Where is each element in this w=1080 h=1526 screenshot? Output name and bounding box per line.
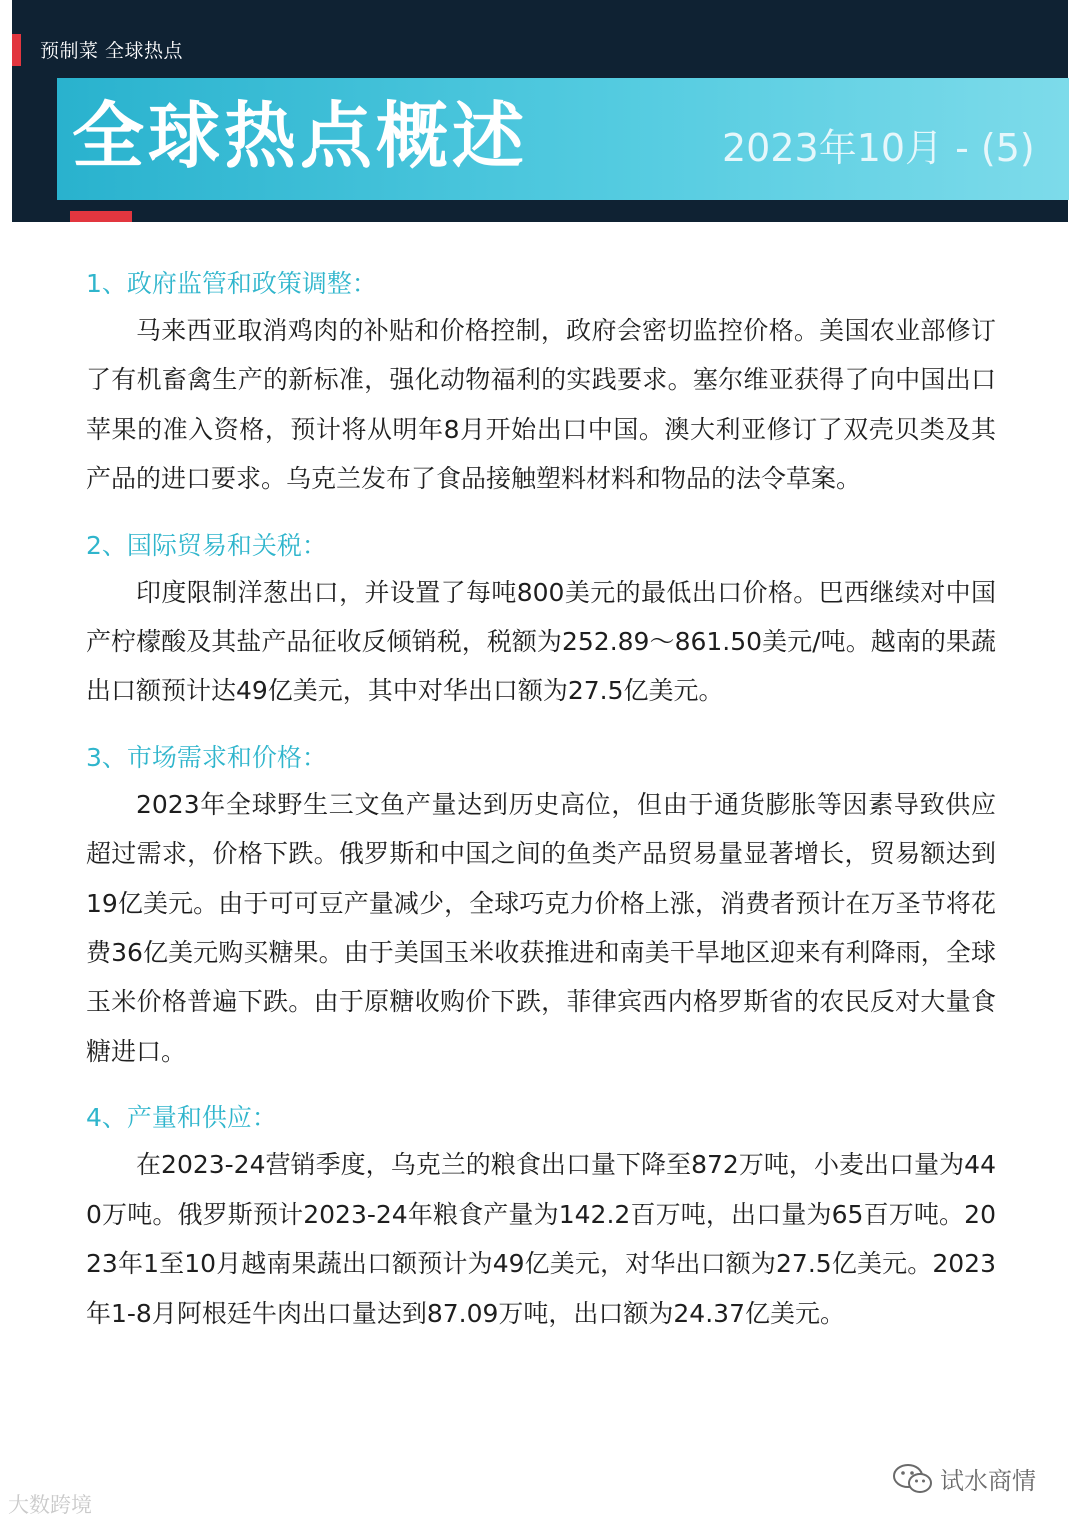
section-heading: 1、政府监管和政策调整： <box>86 269 377 298</box>
watermark-left: 大数跨境 <box>8 1493 92 1517</box>
section-heading: 4、产量和供应： <box>86 1103 277 1133</box>
article-content <box>86 262 996 1358</box>
watermark-right <box>892 1461 1036 1496</box>
issue-date: 2023年10月 - (5) <box>722 126 1035 170</box>
section-body: 马来西亚取消鸡肉的补贴和价格控制，政府会密切监控价格。美国农业部修订了有机畜禽生产的新标准，强化动物福利的实践要求。塞尔维亚获得了向中国出口苹果的准入资格，预计将从明年8月开始出口中国。澳大利亚修订了双壳贝类及其产品的进口要求。乌克兰发布了食品接触塑料材料和物品的法令草案。 <box>86 316 996 494</box>
breadcrumb: 预制菜 全球热点 <box>40 40 184 62</box>
section-heading: 2、国际贸易和关税： <box>86 530 327 560</box>
wechat-icon <box>892 1462 934 1496</box>
section-heading: 3、市场需求和价格： <box>86 742 327 772</box>
section-body: 2023年全球野生三文鱼产量达到历史高位，但由于通货膨胀等因素导致供应超过需求，价格下跌。俄罗斯和中国之间的鱼类产品贸易量显著增长，贸易额达到19亿美元。由于可可豆产量减少，全球巧克力价格上涨，消费者预计在万圣节将花费36亿美元购买糖果。由于美国玉米收获推进和南美干旱地区迎来有利降雨，全球玉米价格普遍下跌。由于原糖收购价下跌，菲律宾西内格罗斯省的农民反对大量食糖进口。 <box>86 789 996 1066</box>
page-title: 全球热点概述 <box>72 94 529 178</box>
title-underline-accent <box>70 211 132 222</box>
section-government-policy <box>86 262 996 504</box>
section-body: 印度限制洋葱出口，并设置了每吨800美元的最低出口价格。巴西继续对中国产柠檬酸及其盐产品征收反倾销税，税额为252.89～861.50美元/吨。越南的果蔬出口额预计达49亿美元，其中对华出口额为27.5亿美元。 <box>86 577 996 706</box>
breadcrumb-marker <box>12 34 21 66</box>
section-body: 在2023-24营销季度，乌克兰的粮食出口量下降至872万吨，小麦出口量为440万吨。俄罗斯预计2023-24年粮食产量为142.2百万吨，出口量为65百万吨。2023年1至10月越南果蔬出口额预计为49亿美元，对华出口额为27.5亿美元。2023年1-8月阿根廷牛肉出口量达到87.09万吨，出口额为24.37亿美元。 <box>86 1150 996 1328</box>
section-market-demand <box>86 736 996 1076</box>
section-trade-tariffs <box>86 524 996 716</box>
watermark-right-text: 试水商情 <box>940 1467 1036 1495</box>
section-production-supply <box>86 1096 996 1338</box>
